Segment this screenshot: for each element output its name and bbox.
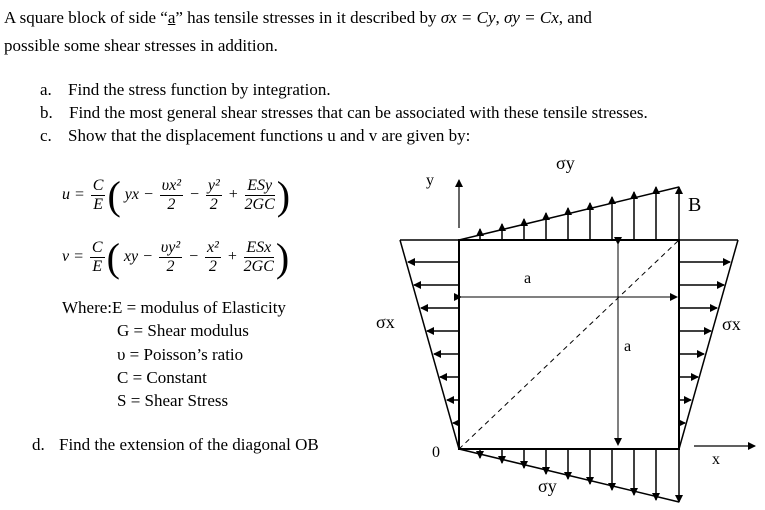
u-plus: + [227,186,239,204]
right-load-line [679,240,738,449]
u-minus: − [189,186,200,204]
intro-line1-pre: A square block of side “ [4,8,168,27]
item-c-text: Show that the displacement functions u and v are given by: [68,126,471,145]
v-minus: − [188,248,199,266]
item-b-label: b. [40,103,53,122]
u-frac3: $\frac{\text{ESy}}{2GC}$ [244,177,275,213]
u-lhs: u = [62,186,85,204]
v-frac1: $\frac{\text{υy²}}{2}$ [160,239,181,275]
where-line-s: S = Shear Stress [117,391,229,410]
bottom-load-line [459,449,679,502]
u-term1: yx − [124,186,154,204]
stress-y-expr: σy = Cx [504,8,559,27]
u-coef-frac: $\frac{C}{E}$ [92,177,104,213]
v-open-paren: ( [106,235,120,280]
y-axis-label: y [426,172,434,189]
v-coef-frac: $\frac{C}{E}$ [91,239,103,275]
top-load-line [459,187,679,240]
corner-b-label: B [688,194,702,216]
sigma-y-bottom-label: σy [538,476,557,496]
v-frac3: $\frac{\text{ESx}}{2GC}$ [243,239,274,275]
item-d-text: Find the extension of the diagonal OB [59,435,319,454]
left-load-line [400,240,459,449]
v-plus: + [226,248,238,266]
u-close-paren: ) [276,173,291,218]
left-stress-arrows [408,262,459,423]
v-term1: xy − [123,248,153,266]
intro-line1-end: , and [558,8,592,27]
where-line-c: C = Constant [117,368,207,387]
sigma-x-right-label: σx [722,314,741,334]
origin-label: 0 [432,444,440,461]
diagonal-ob [459,240,679,449]
v-close-paren: ) [275,235,290,280]
sigma-y-top-label: σy [556,153,575,173]
item-a-label: a. [40,80,52,99]
stress-x-expr: σx = Cy [440,8,496,27]
item-d-label: d. [32,435,45,454]
side-symbol: a [167,8,176,27]
intro-line1-mid: ” has tensile stresses in it described by [175,8,437,27]
u-open-paren: ( [107,173,121,218]
right-stress-arrows [679,262,730,423]
where-line-g: G = Shear modulus [117,321,249,340]
dim-horizontal-label: a [524,270,532,287]
item-c-label: c. [40,126,52,145]
dim-vertical-label: a [624,338,632,355]
u-frac2: $\frac{\text{y²}}{2}$ [207,177,220,213]
item-a-text: Find the stress function by integration. [68,80,331,99]
item-b-text: Find the most general shear stresses that can be associated with these tensile stresses. [69,103,648,122]
intro-line2: possible some shear stresses in addition. [4,36,278,55]
problem-intro: A square block of side “a” has tensile stresses in it described by σx = Cy, σy = Cx, and possible some shear stresses in addition. [4,8,592,55]
where-line-e: Where:E = modulus of Elasticity [62,298,286,317]
where-line-nu: υ = Poisson’s ratio [117,345,244,364]
v-lhs: v = [62,248,84,266]
v-frac2: $\frac{\text{x²}}{2}$ [206,239,219,275]
x-axis-label: x [712,451,720,468]
u-frac1: $\frac{\text{υx²}}{2}$ [161,177,182,213]
sigma-x-left-label: σx [376,312,395,332]
